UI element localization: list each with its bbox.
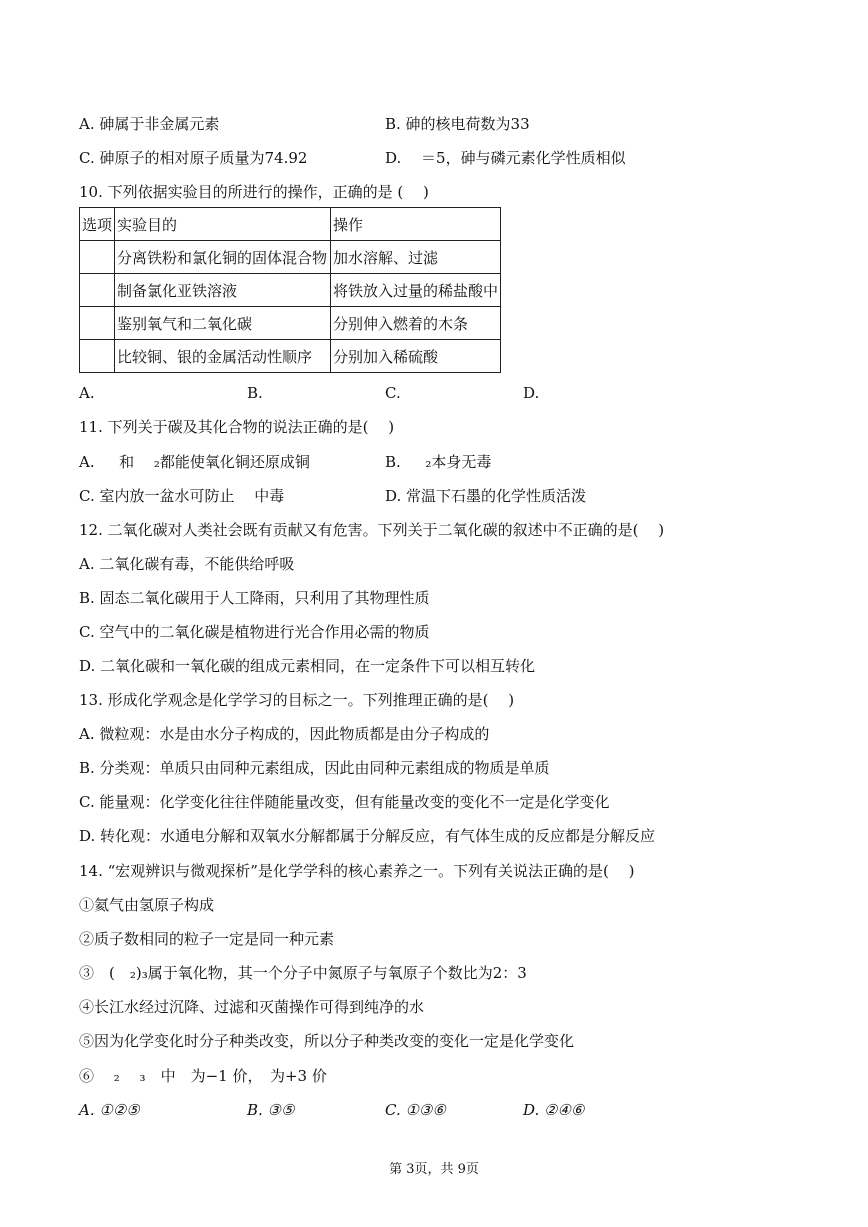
table-header-row <box>80 208 501 241</box>
table-cell <box>80 241 115 274</box>
q10-option-b: B. <box>247 384 263 402</box>
table-cell: 将铁放入过量的稀盐酸中 <box>330 274 500 307</box>
table-header-cell: 选项 <box>80 208 115 241</box>
q10-option-d: D. <box>523 384 540 402</box>
table-row <box>80 274 501 307</box>
q13-stem: 13. 形成化学观念是化学学习的目标之一。下列推理正确的是( ) <box>79 691 515 709</box>
q13-option-b: B. 分类观：单质只由同种元素组成，因此由同种元素组成的物质是单质 <box>79 759 550 777</box>
q10-stem: 10. 下列依据实验目的所进行的操作，正确的是 ( ) <box>79 183 429 201</box>
page-footer: 第 3页，共 9页 <box>389 1162 479 1177</box>
table-row <box>80 307 501 340</box>
q14-item-4: ④长江水经过沉降、过滤和灭菌操作可得到纯净的水 <box>79 998 425 1016</box>
q14-option-b: B. ③⑤ <box>247 1101 295 1119</box>
table-header-cell: 操作 <box>330 208 500 241</box>
table-cell: 分离铁粉和氯化铜的固体混合物 <box>115 241 331 274</box>
q11-option-c: C. 室内放一盆水可防止 中毒 <box>79 487 285 505</box>
table-row <box>80 241 501 274</box>
q12-option-c: C. 空气中的二氧化碳是植物进行光合作用必需的物质 <box>79 623 430 641</box>
experiment-table <box>79 207 501 373</box>
table-header-cell: 实验目的 <box>115 208 331 241</box>
q11-option-b: B. ₂本身无毒 <box>385 453 492 471</box>
q11-stem: 11. 下列关于碳及其化合物的说法正确的是( ) <box>79 418 395 436</box>
q11-option-d: D. 常温下石墨的化学性质活泼 <box>385 487 587 505</box>
q9-option-c: C. 砷原子的相对原子质量为74.92 <box>79 149 308 167</box>
table-cell: 制备氯化亚铁溶液 <box>115 274 331 307</box>
q13-option-c: C. 能量观：化学变化往往伴随能量改变，但有能量改变的变化不一定是化学变化 <box>79 793 610 811</box>
table-cell: 加水溶解、过滤 <box>330 241 500 274</box>
q13-option-a: A. 微粒观：水是由水分子构成的，因此物质都是由分子构成的 <box>79 725 490 743</box>
q14-item-5: ⑤因为化学变化时分子种类改变，所以分子种类改变的变化一定是化学变化 <box>79 1032 575 1050</box>
q12-option-d: D. 二氧化碳和一氧化碳的组成元素相同，在一定条件下可以相互转化 <box>79 657 536 675</box>
q14-item-3: ③ ( ₂)₃属于氧化物，其一个分子中氮原子与氧原子个数比为2：3 <box>79 964 527 982</box>
table-cell <box>80 340 115 373</box>
q12-stem: 12. 二氧化碳对人类社会既有贡献又有危害。下列关于二氧化碳的叙述中不正确的是( ) <box>79 521 665 539</box>
table-row <box>80 340 501 373</box>
q11-option-a: A. 和 ₂都能使氧化铜还原成铜 <box>79 453 310 471</box>
q14-item-2: ②质子数相同的粒子一定是同一种元素 <box>79 930 335 948</box>
q14-item-6: ⑥ ₂ ₃ 中 为−1 价， 为+3 价 <box>79 1067 327 1085</box>
q12-option-a: A. 二氧化碳有毒，不能供给呼吸 <box>79 555 295 573</box>
table-cell <box>80 274 115 307</box>
q12-option-b: B. 固态二氧化碳用于人工降雨，只利用了其物理性质 <box>79 589 430 607</box>
table-cell: 比较铜、银的金属活动性顺序 <box>115 340 331 373</box>
q14-option-d: D. ②④⑥ <box>523 1101 585 1119</box>
q10-option-c: C. <box>385 384 401 402</box>
table-cell: 分别伸入燃着的木条 <box>330 307 500 340</box>
q14-option-c: C. ①③⑥ <box>385 1101 446 1119</box>
q14-option-a: A. ①②⑤ <box>79 1101 140 1119</box>
q9-option-b: B. 砷的核电荷数为33 <box>385 115 530 133</box>
q9-option-d: D. ＝5，砷与磷元素化学性质相似 <box>385 149 626 167</box>
q14-item-1: ①氦气由氢原子构成 <box>79 896 215 914</box>
q10-option-a: A. <box>79 384 95 402</box>
table-cell <box>80 307 115 340</box>
q14-stem: 14. “宏观辨识与微观探析”是化学学科的核心素养之一。下列有关说法正确的是( ) <box>79 862 635 880</box>
q13-option-d: D. 转化观：水通电分解和双氧水分解都属于分解反应，有气体生成的反应都是分解反应 <box>79 827 656 845</box>
table-cell: 分别加入稀硫酸 <box>330 340 500 373</box>
q9-option-a: A. 砷属于非金属元素 <box>79 115 220 133</box>
table-cell: 鉴别氧气和二氧化碳 <box>115 307 331 340</box>
